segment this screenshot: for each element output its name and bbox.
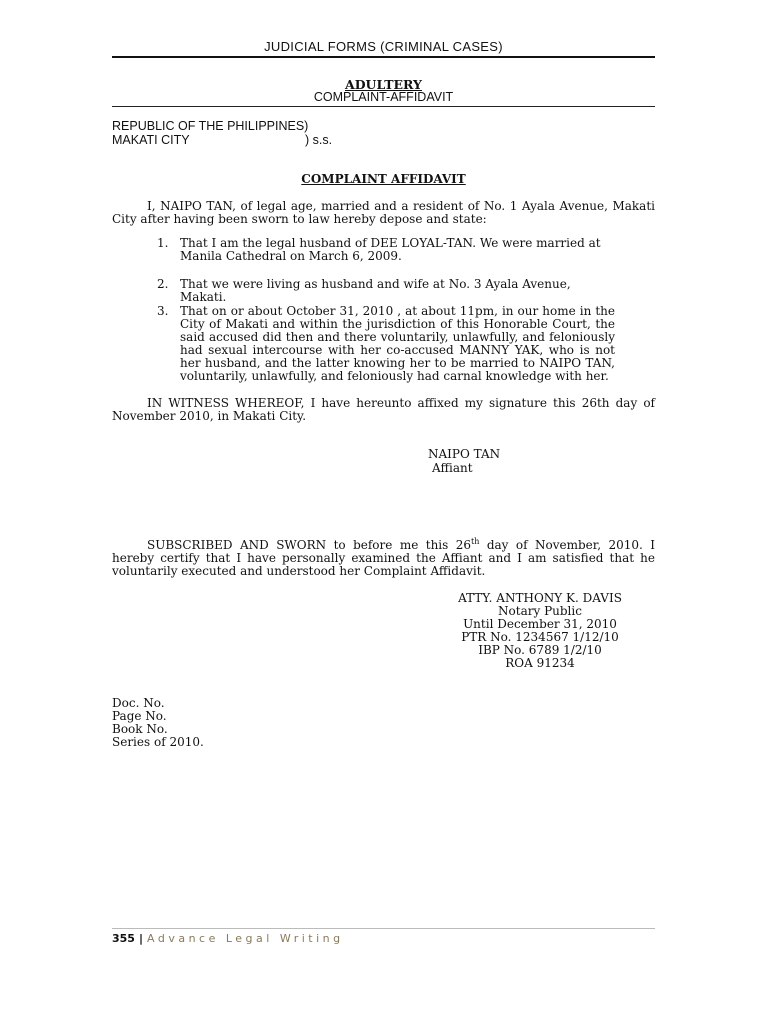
witness-paragraph: IN WITNESS WHEREOF, I have hereunto affixed my signature this 26th day of November 2010, in Makati City. — [112, 396, 655, 423]
caption-title: ADULTERY — [345, 77, 422, 92]
venue-ss: ) s.s. — [305, 133, 333, 147]
docket-book: Book No. — [112, 722, 168, 736]
intro-paragraph: I, NAIPO TAN, of legal age, married and a resident of No. 1 Ayala Avenue, Makati City after having been sworn to law hereby depose and state: — [112, 199, 655, 226]
notary-until: Until December 31, 2010 — [463, 617, 617, 631]
footer-rule — [112, 928, 655, 929]
item-number: 1. — [157, 236, 169, 250]
notary-ibp: IBP No. 6789 1/2/10 — [478, 643, 602, 657]
docket-doc: Doc. No. — [112, 696, 165, 710]
item-number: 3. — [157, 304, 169, 318]
item-text: That I am the legal husband of DEE LOYAL-TAN. We were married at Manila Cathedral on March 6, 2009. — [180, 236, 601, 263]
notary-name: ATTY. ANTHONY K. DAVIS — [458, 591, 622, 605]
item-number: 2. — [157, 277, 169, 291]
notary-roa: ROA 91234 — [505, 656, 575, 670]
page-number: 355 — [112, 932, 135, 945]
notary-title: Notary Public — [498, 604, 582, 618]
item-text: That we were living as husband and wife at No. 3 Ayala Avenue, Makati. — [180, 277, 571, 304]
document-title: COMPLAINT AFFIDAVIT — [301, 172, 466, 186]
caption-subtitle: COMPLAINT-AFFIDAVIT — [313, 90, 454, 104]
item-text: That on or about October 31, 2010 , at about 11pm, in our home in the City of Makati and within the jurisdiction of this Honorable Court, the said accused did then and there voluntarily, unlawfully, and feloniously had sexual intercourse with her co-accused MANNY YAK, who is not her husband, and the latter knowing her to be married to NAIPO TAN, voluntarily, unlawfully, and feloniously had carnal knowledge with her. — [180, 304, 615, 383]
notary-ptr: PTR No. 1234567 1/12/10 — [461, 630, 619, 644]
affiant-name: NAIPO TAN — [428, 447, 501, 461]
footer-book-title: Advance Legal Writing — [147, 932, 344, 945]
jurat-paragraph — [112, 539, 655, 578]
jurat-after: day of November, 2010. I hereby certify that I have personally examined the Affiant and I am satisfied that he voluntarily executed and understood her Complaint Affidavit. — [112, 538, 656, 578]
affiant-role: Affiant — [432, 461, 473, 475]
docket-page: Page No. — [112, 709, 167, 723]
page-footer — [112, 932, 344, 945]
caption-rule — [112, 106, 655, 107]
footer-separator: | — [138, 932, 143, 945]
docket-series: Series of 2010. — [112, 735, 204, 749]
jurat-before: SUBSCRIBED AND SWORN to before me this 26 — [147, 538, 472, 552]
running-header: JUDICIAL FORMS (CRIMINAL CASES) — [264, 39, 503, 54]
venue-line-1: REPUBLIC OF THE PHILIPPINES) — [112, 119, 309, 133]
venue-line-2: MAKATI CITY — [112, 133, 190, 147]
header-rule — [112, 56, 655, 58]
jurat-superscript: th — [471, 537, 480, 546]
